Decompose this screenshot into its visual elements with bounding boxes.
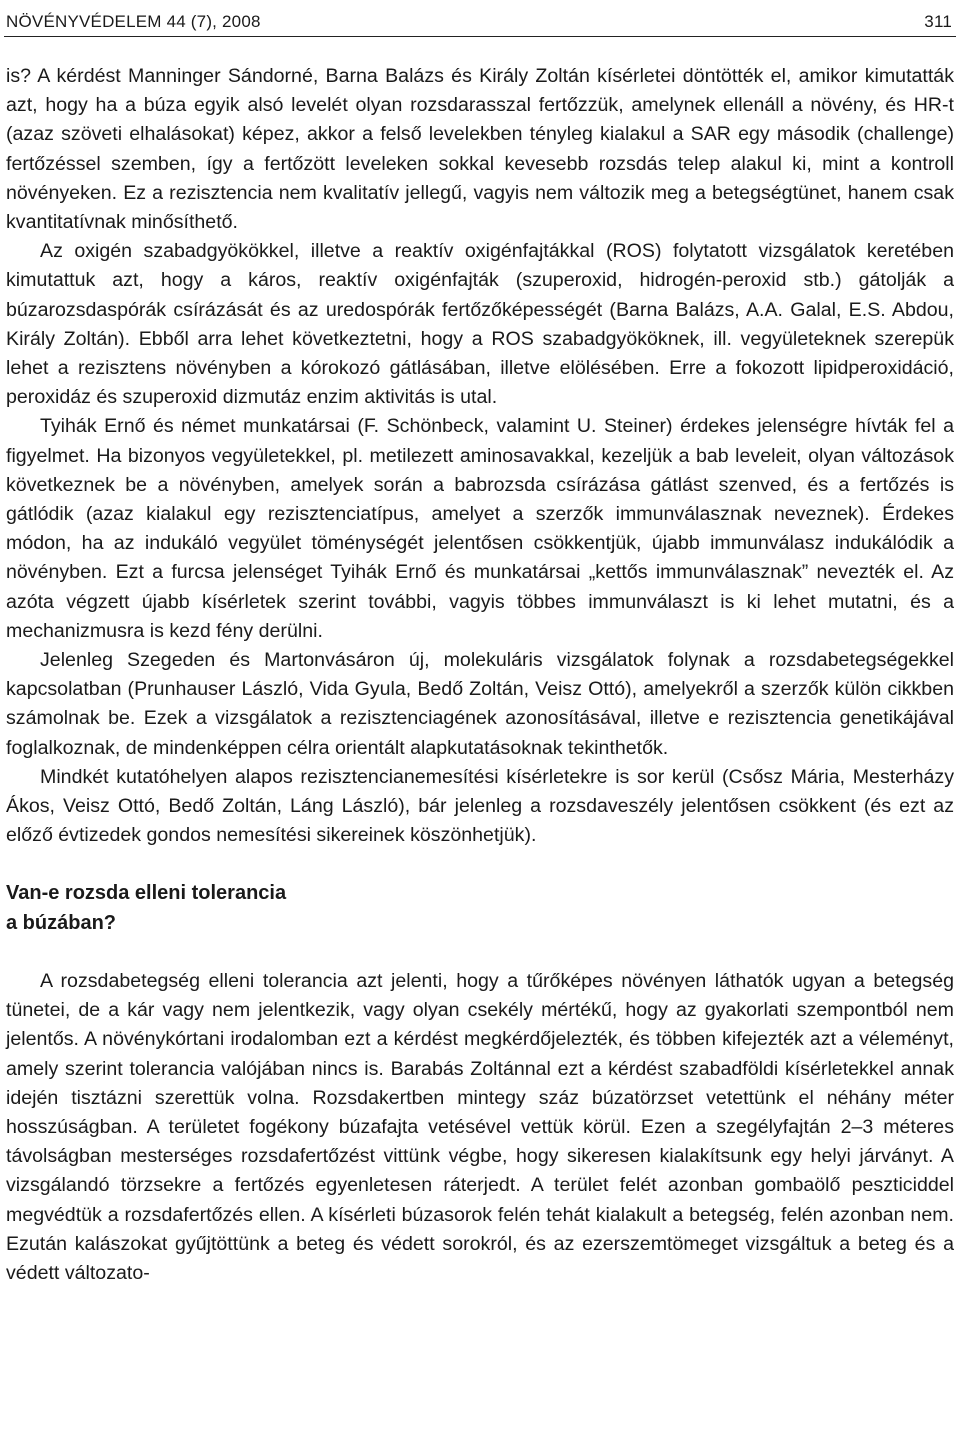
paragraph: Tyihák Ernő és német munkatársai (F. Schönbeck, valamint U. Steiner) érdekes jelenségre hívták fel a figyelmet. Ha bizonyos vegyületekkel, pl. metilezett aminosavakkal, kezeljük a bab leveleit, olyan változások következnek be a növényben, amelyek során a babrozsda csírázása gátlást szenved, és a fertőzés is gátlódik (azaz kialakul egy rezisztenciatípus, amelyet a szerzők immunválasznak neveznek). Érdekes módon, ha az indukáló vegyület töménységét jelentősen csökkentjük, újabb immunválasz indukálódik a növényben. Ezt a furcsa jelenséget Tyihák Ernő és munkatársai „kettős immunválasznak” nevezték el. Az azóta végzett újabb kísérletek szerint további, vagyis többes immunválaszt is ki lehet mutatni, és a mechanizmusra is kezd fény derülni. [6,415,954,642]
section-heading-line: Van-e rozsda elleni tolerancia [6,882,287,905]
section-heading-line: a búzában? [6,911,117,934]
article-body [6,62,954,1288]
page-number: 311 [924,12,952,31]
paragraph: is? A kérdést Manninger Sándorné, Barna Balázs és Király Zoltán kísérletei döntötték el, amikor kimutatták azt, hogy ha a búza egyik alsó levelét olyan rozsdarasszal fertőzzük, amelynek ellenáll a növény, és HR-t (azaz szöveti elhalásokat) képez, akkor a felső levelekben tényleg kialakul a SAR egy második (challenge) fertőzéssel szemben, így a fertőzött leveleken sokkal kevesebb rozsdás telep alakul ki, mint a kontroll növényeken. Ez a rezisztencia nem kvalitatív jellegű, vagyis nem változik meg a betegségtünet, hanem csak kvantitatívnak minősíthető. [6,65,954,234]
section-heading [6,879,954,937]
paragraph: Jelenleg Szegeden és Martonvásáron új, molekuláris vizsgálatok folynak a rozsdabetegségekkel kapcsolatban (Prunhauser László, Vida Gyula, Bedő Zoltán, Veisz Ottó), amelyekről a szerzők külön cikkben számolnak be. Ezek a vizsgálatok a rezisztenciagének azonosításával, illetve e rezisztencia genetikájával foglalkoznak, de mindenképpen célra orientált alapkutatásoknak tekinthetők. [6,649,954,759]
journal-citation: NÖVÉNYVÉDELEM 44 (7), 2008 [6,12,261,31]
paragraph: Mindkét kutatóhelyen alapos rezisztencianemesítési kísérletekre is sor kerül (Csősz Mária, Mesterházy Ákos, Veisz Ottó, Bedő Zoltán, Láng László), bár jelenleg a rozsdaveszély jelentősen csökkent (és ezt az előző évtizedek gondos nemesítési sikereinek köszönhetjük). [6,765,954,847]
paragraph: A rozsdabetegség elleni tolerancia azt jelenti, hogy a tűrőképes növényen láthatók ugyan a betegség tünetei, de a kár vagy nem jelentkezik, vagy olyan csekély mértékű, hogy az gyakorlati szempontból nem jelentős. A növénykórtani irodalomban ezt a kérdést megkérdőjelezték, és többen kifejezték azt a véleményt, amely szerint tolerancia valójában nincs is. Barabás Zoltánnal ezt a kérdést szabadföldi kísérletekkel annak idején tisztázni szerettük volna. Rozsdakertben mintegy száz búzatörzset vetettünk el néhány méter hosszúságban. A területet fogékony búzafajta vetésével vettük körül. Ezen a szegélyfajtán 2–3 méteres távolságban mesterséges rozsdafertőzést vittünk végbe, hogy sikeresen kialakítsunk egy helyi járványt. A vizsgálandó törzsekre a fertőzés egyenletesen ráterjedt. A terület felét azonban gombaölő peszticiddel megvédtük a rozsdafertőzés ellen. A kísérleti búzasorok felén tehát kialakult a betegség, felén azonban nem. Ezután kalászokat gyűjtöttünk a beteg és védett sorokról, és az ezerszemtömeget vizsgáltuk a beteg és a védett változato- [6,969,954,1284]
paragraph: Az oxigén szabadgyökökkel, illetve a reaktív oxigénfajtákkal (ROS) folytatott vizsgálatok keretében kimutattuk azt, hogy a káros, reaktív oxigénfajták (szuperoxid, hidrogén-peroxid stb.) gátolják a búzarozsdaspórák csírázását és az uredospórák fertőzőképességét (Barna Balázs, A.A. Galal, E.S. Abdou, Király Zoltán). Ebből arra lehet következtetni, hogy a ROS szabadgyököknek, ill. vegyületeknek szerepük lehet a rezisztens növényben a kórokozó gátlásában, illetve elölésében. Erre a fokozott lipidperoxidáció, peroxidáz és szuperoxid dizmutáz enzim aktivitás is utal. [6,240,954,409]
running-header [6,6,952,32]
header-rule [4,36,956,37]
